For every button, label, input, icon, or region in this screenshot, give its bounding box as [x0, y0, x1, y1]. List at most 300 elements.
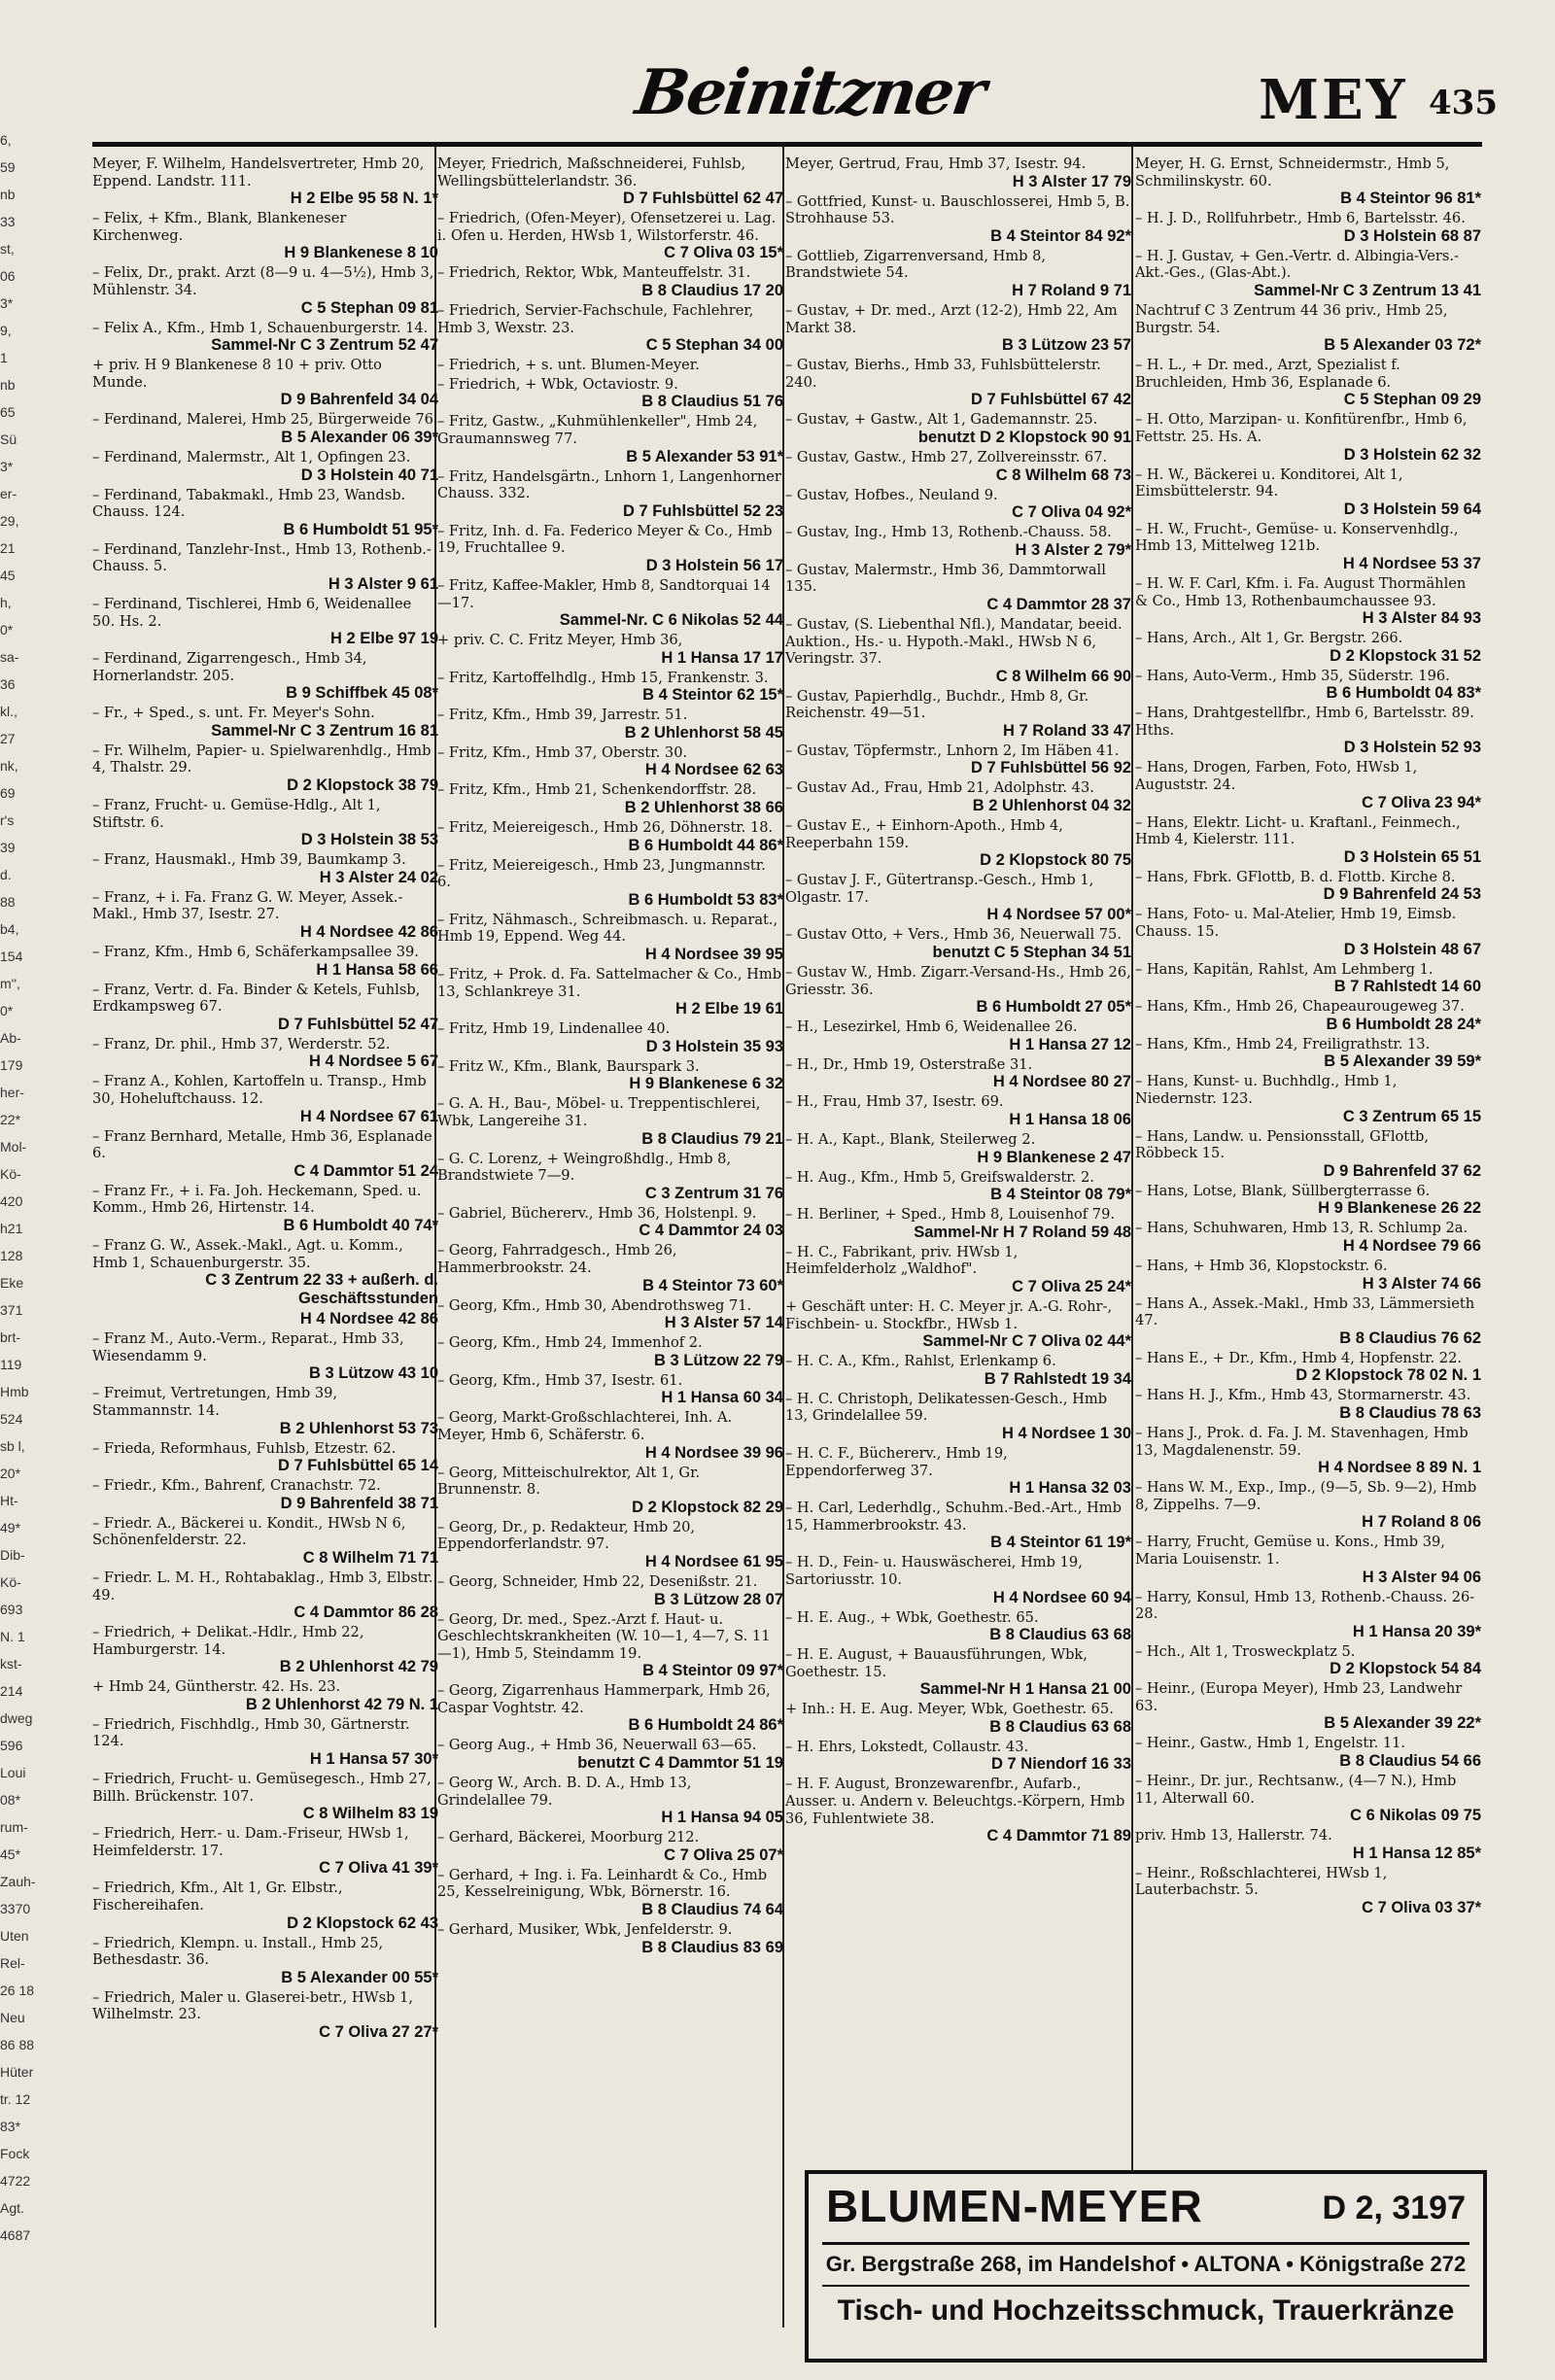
entry-text: – H., Frau, Hmb 37, Isestr. 69. [785, 1093, 1004, 1111]
directory-entry [437, 468, 783, 521]
directory-entry [785, 1298, 1131, 1351]
margin-fragment: Hüter [0, 2064, 34, 2080]
directory-entry [92, 1440, 438, 1476]
entry-text: – Friedrich, Rektor, Wbk, Manteuffelstr. 31. [437, 264, 751, 282]
entry-text: – Gerhard, + Ing. i. Fa. Leinhardt & Co., Hmb 25, Kesselreinigung, Wbk, Börnerstr. 16. [437, 1866, 768, 1901]
entry-phone: C 5 Stephan 09 81 [300, 298, 438, 317]
directory-entry [1135, 1128, 1481, 1181]
entry-text: – H. C. Christoph, Delikatessen-Gesch., Hmb 13, Grindelallee 59. [785, 1390, 1108, 1425]
directory-entry [785, 1353, 1131, 1389]
entry-text: – Fritz, Meiereigesch., Hmb 26, Döhnerstr. 18. [437, 819, 774, 837]
directory-entry [1135, 210, 1481, 246]
advert-title: BLUMEN-MEYER [826, 2181, 1203, 2231]
margin-fragment: 21 [0, 540, 16, 556]
entry-text: – H., Lesezirkel, Hmb 6, Weidenallee 26. [785, 1018, 1078, 1036]
entry-phone: D 7 Fuhlsbüttel 52 47 [277, 1015, 438, 1033]
entry-phone: Sammel-Nr H 1 Hansa 21 00 [919, 1680, 1131, 1699]
entry-phone: C 3 Zentrum 22 33 + außerh. d. Geschäftsstunden [205, 1271, 438, 1308]
entry-phone: H 9 Blankenese 8 10 [284, 244, 438, 262]
entry-phone: H 4 Nordsee 53 37 [1342, 554, 1481, 572]
entry-phone: D 7 Fuhlsbüttel 62 47 [622, 190, 783, 208]
entry-phone: H 1 Hansa 32 03 [1009, 1479, 1131, 1498]
directory-entry [437, 302, 783, 355]
entry-text: – Georg, Kfm., Hmb 24, Immenhof 2. [437, 1334, 703, 1352]
entry-text: + Hmb 24, Güntherstr. 42. Hs. 23. [92, 1678, 341, 1696]
directory-entry [785, 449, 1131, 485]
directory-entry [92, 1128, 438, 1181]
directory-entry [92, 1935, 438, 1987]
margin-fragment: 39 [0, 840, 16, 855]
entry-phone: B 5 Alexander 00 55* [281, 1968, 438, 1986]
directory-entry [437, 1372, 783, 1408]
margin-fragment: nb [0, 377, 16, 393]
header-script-word: Beinitzner [631, 56, 989, 129]
directory-entry [1135, 411, 1481, 464]
directory-entry [437, 1829, 783, 1865]
directory-entry [785, 1701, 1131, 1737]
entry-text: – Georg, Fahrradgesch., Hmb 26, Hammerbrookstr. 24. [437, 1242, 677, 1276]
directory-entry [1135, 961, 1481, 997]
entry-phone: B 3 Lützow 22 79 [654, 1351, 783, 1369]
entry-text: – H. C., Fabrikant, priv. HWsb 1, Heimfelderholz „Waldhof". [785, 1243, 1019, 1278]
directory-entry [437, 523, 783, 575]
entry-text: – Hans, Landw. u. Pensionsstall, GFlottb, Röbbeck 15. [1135, 1127, 1430, 1162]
entry-phone: C 4 Dammtor 28 37 [986, 595, 1131, 613]
advert-rule [822, 2242, 1469, 2245]
entry-phone: B 2 Uhlenhorst 04 32 [972, 797, 1131, 815]
entry-text: – H. Aug., Kfm., Hmb 5, Greifswalderstr. 2. [785, 1168, 1094, 1186]
entry-phone: H 7 Roland 8 06 [1362, 1513, 1481, 1532]
margin-fragment: 4722 [0, 2173, 31, 2189]
margin-fragment: 420 [0, 1193, 23, 1209]
margin-fragment: 0* [0, 622, 14, 638]
entry-phone: Sammel-Nr H 7 Roland 59 48 [914, 1223, 1131, 1241]
directory-entry [1135, 155, 1481, 208]
directory-entry [92, 1385, 438, 1437]
entry-text: + Geschäft unter: H. C. Meyer jr. A.-G. Rohr-, Fischbein- u. Stockfbr., HWsb 1. [785, 1297, 1113, 1332]
entry-text: – Ferdinand, Malerei, Hmb 25, Bürgerweide 76. [92, 411, 438, 429]
entry-text: – H. L., + Dr. med., Arzt, Spezialist f. Bruchleiden, Hmb 36, Esplanade 6. [1135, 357, 1400, 391]
entry-text: – Heinr., (Europa Meyer), Hmb 23, Landwehr 63. [1135, 1680, 1463, 1714]
entry-text: – Fritz, Kartoffelhdlg., Hmb 15, Frankenstr. 3. [437, 669, 769, 686]
entry-text: – Gustav J. F., Gütertransp.-Gesch., Hmb 1, Olgastr. 17. [785, 872, 1094, 906]
entry-phone: D 3 Holstein 62 32 [1343, 445, 1481, 464]
directory-entry [785, 487, 1131, 523]
directory-entry [1135, 1534, 1481, 1586]
directory-entry [437, 1334, 783, 1370]
margin-fragment: sa- [0, 649, 19, 665]
entry-phone: H 1 Hansa 18 06 [1009, 1111, 1131, 1128]
directory-entry [1135, 1827, 1481, 1863]
entry-text: – Friedrich, Servier-Fachschule, Fachlehrer, Hmb 3, Wexstr. 23. [437, 301, 754, 336]
margin-fragment: 4687 [0, 2227, 31, 2243]
entry-phone: D 2 Klopstock 78 02 N. 1 [1296, 1366, 1481, 1385]
entry-phone: B 7 Rahlstedt 14 60 [1333, 978, 1481, 996]
margin-fragment: 65 [0, 404, 16, 420]
margin-fragment: brt- [0, 1329, 20, 1345]
margin-fragment: 179 [0, 1057, 23, 1073]
entry-text: – H. D., Fein- u. Hauswäscherei, Hmb 19, Sartoriusstr. 10. [785, 1554, 1083, 1588]
entry-phone: H 4 Nordsee 80 27 [992, 1073, 1131, 1091]
directory-entry [1135, 1425, 1481, 1477]
directory-entry [1135, 521, 1481, 573]
entry-text: + priv. H 9 Blankenese 8 10 + priv. Otto Munde. [92, 357, 382, 391]
margin-fragment: 154 [0, 949, 23, 964]
entry-phone: D 9 Bahrenfeld 38 71 [280, 1494, 438, 1512]
entry-text: – Heinr., Gastw., Hmb 1, Engelstr. 11. [1135, 1735, 1406, 1752]
entry-phone: B 4 Steintor 96 81* [1340, 190, 1481, 208]
entry-text: – Gustav, Bierhs., Hmb 33, Fuhlsbüttelerstr. 240. [785, 357, 1101, 391]
directory-entry [785, 872, 1131, 924]
entry-phone: H 7 Roland 33 47 [1002, 721, 1131, 740]
entry-text: – Franz, Vertr. d. Fa. Binder & Ketels, Fuhlsb, Erdkampsweg 67. [92, 981, 421, 1016]
entry-text: – Fritz, Inh. d. Fa. Federico Meyer & Co., Hmb 19, Fruchtallee 9. [437, 522, 773, 557]
entry-text: – Hans A., Assek.-Makl., Hmb 33, Lämmersieth 47. [1135, 1294, 1475, 1329]
directory-entry [437, 1921, 783, 1957]
entry-phone: B 5 Alexander 06 39* [281, 428, 438, 446]
entry-phone: D 3 Holstein 65 51 [1343, 847, 1481, 866]
directory-entry [785, 1391, 1131, 1443]
entry-text: – Friedrich, + Wbk, Octaviostr. 9. [437, 375, 678, 393]
entry-phone: D 3 Holstein 35 93 [645, 1037, 783, 1055]
entry-text: – Ferdinand, Zigarrengesch., Hmb 34, Hornerlandstr. 205. [92, 650, 367, 684]
entry-text: – Fritz, Kfm., Hmb 21, Schenkendorffstr. 28. [437, 781, 757, 799]
directory-entry [785, 1646, 1131, 1699]
margin-fragment: 08* [0, 1792, 21, 1808]
margin-fragment: Mol- [0, 1139, 27, 1155]
entry-phone: D 9 Bahrenfeld 37 62 [1323, 1161, 1481, 1180]
margin-fragment: r's [0, 812, 15, 828]
directory-entry [92, 1515, 438, 1568]
entry-text: – H. Carl, Lederhdlg., Schuhm.-Bed.-Art., Hmb 15, Hammerbrookstr. 43. [785, 1500, 1122, 1534]
entry-text: – Gottfried, Kunst- u. Bauschlosserei, Hmb 5, B. Strohhause 53. [785, 192, 1130, 227]
entry-phone: D 9 Bahrenfeld 34 04 [280, 391, 438, 409]
entry-text: – H. C. F., Büchererv., Hmb 19, Eppendorferweg 37. [785, 1444, 1008, 1479]
margin-fragment: 524 [0, 1411, 23, 1427]
directory-entry [92, 1036, 438, 1072]
directory-entry [437, 1095, 783, 1148]
entry-phone: B 2 Uhlenhorst 58 45 [624, 723, 783, 742]
directory-entry [437, 670, 783, 706]
entry-text: – Gustav, + Gastw., Alt 1, Gademannstr. 25. [785, 411, 1098, 429]
entry-phone: Sammel-Nr. C 6 Nikolas 52 44 [559, 611, 783, 630]
margin-fragment: her- [0, 1085, 24, 1100]
margin-fragment: 45* [0, 1846, 21, 1862]
directory-entry [1135, 814, 1481, 867]
directory-entry [1135, 1183, 1481, 1219]
directory-column-3 [785, 155, 1131, 2323]
margin-fragment: 88 [0, 894, 16, 910]
entry-text: – Gabriel, Büchererv., Hmb 36, Holstenpl. 9. [437, 1204, 757, 1222]
entry-text: – Hans, Foto- u. Mal-Atelier, Hmb 19, Eimsb. Chauss. 15. [1135, 906, 1457, 941]
entry-phone: D 2 Klopstock 54 84 [1330, 1660, 1481, 1678]
margin-fragment: h, [0, 595, 12, 610]
directory-entry [437, 707, 783, 742]
entry-text: – Franz, Dr. phil., Hmb 37, Werderstr. 52. [92, 1035, 391, 1052]
entry-phone: B 8 Claudius 17 20 [641, 281, 783, 299]
entry-phone: H 3 Alster 2 79* [1015, 540, 1131, 559]
directory-entry [92, 1569, 438, 1622]
advert-phone: D 2, 3197 [1322, 2190, 1466, 2226]
directory-entry [92, 1678, 438, 1714]
directory-entry [785, 1609, 1131, 1645]
directory-entry [92, 1477, 438, 1513]
entry-text: – Fr. Wilhelm, Papier- u. Spielwarenhdlg., Hmb 4, Thalstr. 29. [92, 742, 432, 776]
entry-phone: B 2 Uhlenhorst 42 79 N. 1 [245, 1695, 438, 1713]
entry-text: – Friedrich, (Ofen-Meyer), Ofensetzerei u. Lag. i. Ofen u. Herden, HWsb 1, Wilstorferstr. 46. [437, 210, 777, 244]
directory-entry [437, 781, 783, 817]
margin-fragment: 29, [0, 513, 19, 529]
entry-text: – Gustav, Ing., Hmb 13, Rothenb.-Chauss. 58. [785, 524, 1112, 541]
entry-text: priv. Hmb 13, Hallerstr. 74. [1135, 1827, 1332, 1845]
directory-entry [1135, 575, 1481, 628]
entry-phone: C 8 Wilhelm 83 19 [302, 1805, 438, 1823]
margin-fragment: 33 [0, 214, 16, 229]
directory-entry [437, 966, 783, 1018]
entry-text: Meyer, Friedrich, Maßschneiderei, Fuhlsb, Wellingsbüttelerlandstr. 36. [437, 155, 746, 190]
directory-entry [437, 210, 783, 262]
margin-fragment: Zauh- [0, 1874, 36, 1889]
entry-phone: B 7 Rahlstedt 19 34 [984, 1369, 1131, 1388]
entry-text: – Georg, Schneider, Hmb 22, Desenißstr. 21. [437, 1572, 758, 1590]
directory-entry [437, 413, 783, 466]
entry-phone: D 9 Bahrenfeld 24 53 [1323, 885, 1481, 904]
entry-phone: H 2 Elbe 95 58 N. 1* [290, 190, 438, 208]
entry-phone: B 8 Claudius 78 63 [1339, 1403, 1481, 1422]
directory-entry [785, 302, 1131, 355]
margin-fragment: Dib- [0, 1547, 25, 1563]
margin-fragment: dweg [0, 1710, 33, 1726]
directory-entry [92, 742, 438, 795]
entry-phone: H 4 Nordsee 42 86 [299, 1310, 438, 1328]
entry-text: – Frieda, Reformhaus, Fuhlsb, Etzestr. 62. [92, 1439, 397, 1457]
entry-phone: B 4 Steintor 84 92* [990, 226, 1131, 245]
entry-text: – Friedrich, Herr.- u. Dam.-Friseur, HWsb 1, Heimfelderstr. 17. [92, 1825, 409, 1859]
entry-phone: B 2 Uhlenhorst 42 79 [279, 1658, 438, 1676]
entry-phone: C 8 Wilhelm 71 71 [302, 1548, 438, 1567]
entry-text: – Friedr. A., Bäckerei u. Kondit., HWsb N 6, Schönenfelderstr. 22. [92, 1514, 406, 1549]
directory-entry [785, 688, 1131, 741]
margin-fragment: 1 [0, 350, 8, 365]
margin-fragment: 3* [0, 295, 14, 311]
margin-fragment: nb [0, 187, 16, 202]
directory-entry [1135, 1073, 1481, 1125]
entry-phone: C 7 Oliva 03 37* [1362, 1899, 1481, 1917]
directory-entry [1135, 668, 1481, 704]
directory-entry [437, 264, 783, 300]
entry-text: – Hans, Schuhwaren, Hmb 13, R. Schlump 2a. [1135, 1220, 1469, 1237]
directory-entry [1135, 248, 1481, 300]
entry-phone: B 8 Claudius 83 69 [641, 1938, 783, 1956]
directory-entry [1135, 705, 1481, 757]
entry-text: – Friedrich, Maler u. Glaserei-betr., HWsb 1, Wilhelmstr. 23. [92, 1988, 414, 2023]
entry-phone: H 3 Alster 57 14 [664, 1314, 783, 1332]
directory-entry [437, 1737, 783, 1773]
margin-fragment: 371 [0, 1302, 23, 1318]
entry-text: – Friedrich, + Delikat.-Hdlr., Hmb 22, Hamburgerstr. 14. [92, 1624, 364, 1658]
entry-phone: C 5 Stephan 09 29 [1343, 391, 1481, 409]
directory-entry [92, 541, 438, 594]
entry-text: – Fritz W., Kfm., Blank, Baurspark 3. [437, 1057, 700, 1075]
entry-text: – Hans W. M., Exp., Imp., (9—5, Sb. 9—2), Hmb 8, Zippelhs. 7—9. [1135, 1479, 1477, 1513]
entry-text: – Gustav Otto, + Vers., Hmb 36, Neuerwall 75. [785, 926, 1122, 944]
entry-text: Meyer, Gertrud, Frau, Hmb 37, Isestr. 94. [785, 155, 1087, 172]
margin-fragment: 693 [0, 1602, 23, 1617]
directory-entry [437, 1611, 783, 1681]
entry-phone: H 1 Hansa 17 17 [661, 648, 783, 667]
directory-entry [92, 1237, 438, 1308]
entry-text: – Friedrich, Frucht- u. Gemüsegesch., Hmb 27, Billh. Brückenstr. 107. [92, 1771, 432, 1805]
entry-text: – Heinr., Dr. jur., Rechtsanw., (4—7 N.), Hmb 11, Alterwall 60. [1135, 1773, 1457, 1807]
entry-text: – Franz A., Kohlen, Kartoffeln u. Transp., Hmb 30, Hoheluftchauss. 12. [92, 1073, 427, 1107]
entry-phone: D 3 Holstein 68 87 [1343, 226, 1481, 245]
entry-phone: B 4 Steintor 62 15* [642, 686, 783, 705]
entry-phone: H 4 Nordsee 67 61 [299, 1107, 438, 1125]
entry-text: – Gustav, + Dr. med., Arzt (12-2), Hmb 22, Am Markt 38. [785, 301, 1118, 336]
entry-phone: benutzt C 5 Stephan 34 51 [932, 944, 1131, 962]
margin-fragment: b4, [0, 921, 19, 937]
directory-entry [1135, 1036, 1481, 1072]
entry-phone: D 2 Klopstock 82 29 [632, 1498, 783, 1516]
directory-entry [437, 155, 783, 208]
margin-fragment: er- [0, 486, 17, 501]
entry-phone: B 5 Alexander 39 22* [1324, 1714, 1481, 1733]
directory-entry [785, 1244, 1131, 1296]
entry-phone: D 2 Klopstock 38 79 [287, 776, 438, 795]
entry-text: – Fritz, + Prok. d. Fa. Sattelmacher & Co., Hmb 13, Schlankreye 31. [437, 966, 782, 1000]
entry-text: + priv. C. C. Fritz Meyer, Hmb 36, [437, 632, 683, 649]
entry-text: – Friedr. L. M. H., Rohtabaklag., Hmb 3, Elbstr. 49. [92, 1569, 433, 1604]
margin-fragment: Hmb [0, 1384, 29, 1399]
entry-text: – Hch., Alt 1, Trosweckplatz 5. [1135, 1642, 1356, 1660]
margin-fragment: Uten [0, 1928, 29, 1944]
directory-entry [437, 744, 783, 780]
directory-entry [437, 1682, 783, 1735]
margin-fragment: 45 [0, 568, 16, 583]
entry-text: – Franz, Frucht- u. Gemüse-Hdlg., Alt 1, Stiftstr. 6. [92, 797, 381, 831]
margin-fragment: 3370 [0, 1901, 31, 1916]
entry-phone: H 4 Nordsee 5 67 [309, 1052, 438, 1071]
entry-phone: C 7 Oliva 25 24* [1012, 1277, 1131, 1295]
entry-phone: H 4 Nordsee 79 66 [1342, 1236, 1481, 1255]
entry-text: – Harry, Konsul, Hmb 13, Rothenb.-Chauss. 26-28. [1135, 1588, 1475, 1623]
entry-phone: Sammel-Nr C 7 Oliva 02 44* [922, 1332, 1131, 1351]
margin-fragment: Sü [0, 431, 17, 447]
entry-phone: D 2 Klopstock 80 75 [980, 851, 1131, 870]
advert-address: Gr. Bergstraße 268, im Handelshof • ALTONA • Königstraße 272 [825, 2252, 1467, 2276]
directory-entry [785, 411, 1131, 447]
entry-phone: H 1 Hansa 57 30* [309, 1750, 438, 1769]
margin-fragment: Ab- [0, 1030, 21, 1046]
entry-phone: H 1 Hansa 27 12 [1009, 1035, 1131, 1053]
directory-entry [92, 797, 438, 849]
entry-text: – Hans, Arch., Alt 1, Gr. Bergstr. 266. [1135, 630, 1403, 647]
entry-phone: B 6 Humboldt 53 83* [628, 890, 783, 909]
entry-phone: C 7 Oliva 25 07* [664, 1845, 783, 1864]
entry-phone: C 8 Wilhelm 66 90 [995, 667, 1131, 685]
directory-entry [437, 857, 783, 910]
entry-text: – Gustav, Hofbes., Neuland 9. [785, 486, 998, 503]
directory-entry [1135, 1387, 1481, 1423]
entry-phone: B 4 Steintor 73 60* [642, 1276, 783, 1294]
directory-entry [437, 1573, 783, 1609]
directory-entry [92, 944, 438, 980]
entry-text: – Franz, + i. Fa. Franz G. W. Meyer, Assek.-Makl., Hmb 37, Isestr. 27. [92, 888, 403, 923]
entry-phone: H 3 Alster 24 02 [319, 868, 438, 886]
entry-phone: H 4 Nordsee 39 96 [644, 1443, 783, 1462]
advert-slogan: Tisch- und Hochzeitsschmuck, Trauerkränze [837, 2294, 1455, 2327]
margin-fragment: rum- [0, 1819, 28, 1835]
directory-entry [785, 1169, 1131, 1205]
entry-phone: B 8 Claudius 51 76 [641, 393, 783, 411]
entry-phone: D 3 Holstein 40 71 [300, 466, 438, 484]
entry-text: – Fritz, Meiereigesch., Hmb 23, Jungmannstr. 6. [437, 856, 766, 891]
directory-entry [437, 1465, 783, 1517]
directory-entry [785, 1131, 1131, 1167]
entry-phone: B 6 Humboldt 04 83* [1326, 684, 1481, 703]
entry-phone: B 3 Lützow 23 57 [1002, 336, 1131, 355]
directory-entry [437, 1297, 783, 1333]
directory-entry [437, 1058, 783, 1094]
directory-entry [92, 982, 438, 1034]
entry-text: – H. Otto, Marzipan- u. Konfitürenfbr., Hmb 6, Fettstr. 25. Hs. A. [1135, 411, 1468, 445]
entry-text: – Fritz, Kfm., Hmb 37, Oberstr. 30. [437, 743, 688, 761]
advert-rule [822, 2285, 1469, 2287]
entry-text: – Gustav W., Hmb. Zigarr.-Versand-Hs., Hmb 26, Griesstr. 36. [785, 964, 1131, 998]
margin-fragment: 22* [0, 1112, 21, 1127]
directory-entry [785, 1445, 1131, 1498]
entry-phone: B 4 Steintor 61 19* [990, 1534, 1131, 1552]
entry-text: – Hans, + Hmb 36, Klopstockstr. 6. [1135, 1257, 1388, 1274]
entry-phone: D 7 Niendorf 16 33 [991, 1755, 1131, 1774]
entry-phone: D 7 Fuhlsbüttel 52 23 [622, 501, 783, 520]
directory-entry [785, 1056, 1131, 1092]
entry-phone: Sammel-Nr C 3 Zentrum 13 41 [1254, 281, 1481, 299]
entry-phone: B 8 Claudius 76 62 [1339, 1328, 1481, 1347]
entry-phone: B 4 Steintor 08 79* [990, 1186, 1131, 1204]
entry-phone: D 3 Holstein 52 93 [1343, 739, 1481, 757]
entry-text: – Georg W., Arch. B. D. A., Hmb 13, Grindelallee 79. [437, 1775, 692, 1809]
directory-entry [1135, 1680, 1481, 1733]
entry-text: – Fr., + Sped., s. unt. Fr. Meyer's Sohn. [92, 705, 375, 722]
entry-phone: C 5 Stephan 34 00 [645, 336, 783, 355]
entry-phone: D 2 Klopstock 31 52 [1330, 646, 1481, 665]
entry-text: – Hans, Lotse, Blank, Süllbergterrasse 6. [1135, 1182, 1431, 1199]
entry-text: – H. E. Aug., + Wbk, Goethestr. 65. [785, 1608, 1039, 1626]
entry-phone: D 3 Holstein 48 67 [1343, 940, 1481, 958]
entry-text: – Georg, Zigarrenhaus Hammerpark, Hmb 26, Caspar Voghtstr. 42. [437, 1682, 771, 1716]
directory-entry [92, 889, 438, 942]
entry-phone: H 2 Elbe 97 19 [330, 630, 438, 648]
directory-entry [785, 562, 1131, 614]
margin-fragment: 36 [0, 676, 16, 692]
column-divider [1131, 146, 1133, 2328]
directory-entry [785, 817, 1131, 870]
directory-entry [1135, 906, 1481, 958]
directory-entry [785, 1554, 1131, 1606]
margin-fragment: 119 [0, 1357, 22, 1372]
entry-phone: C 7 Oliva 04 92* [1012, 503, 1131, 522]
entry-phone: C 4 Dammtor 24 03 [639, 1222, 783, 1240]
entry-text: – Felix, Dr., prakt. Arzt (8—9 u. 4—5½), Hmb 3, Mühlenstr. 34. [92, 264, 434, 298]
margin-fragment: tr. 12 [0, 2091, 31, 2107]
entry-text: – Hans H. J., Kfm., Hmb 43, Stormarnerstr. 43. [1135, 1387, 1471, 1404]
entry-text: – H. F. August, Bronzewarenfbr., Aufarb., Ausser. u. Andern v. Beleuchtgs.-Körpern, Hmb 36, Fuhlentwiete 38. [785, 1776, 1125, 1827]
margin-fragment: Rel- [0, 1955, 25, 1971]
directory-entry [92, 1825, 438, 1878]
entry-phone: H 1 Hansa 94 05 [661, 1809, 783, 1827]
margin-fragment: 0* [0, 1003, 14, 1018]
